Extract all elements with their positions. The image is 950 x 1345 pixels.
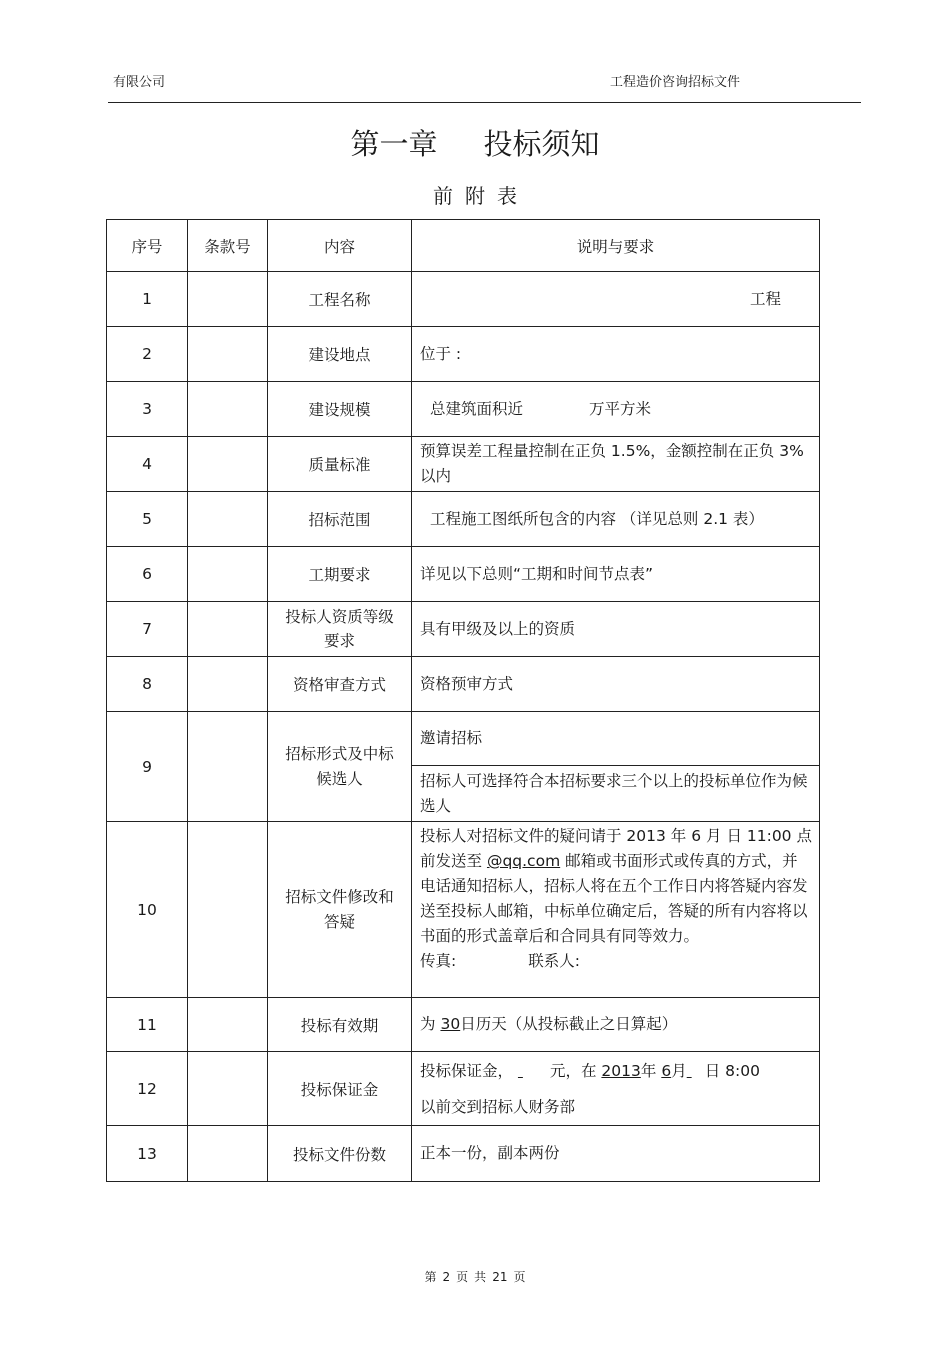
table-row <box>107 998 820 1052</box>
table-row <box>107 272 820 327</box>
row-desc-fax: 传真: <box>420 952 457 970</box>
row-desc-part: 总建筑面积近 <box>430 399 524 418</box>
row-desc: 招标人可选择符合本招标要求三个以上的投标单位作为候选人 <box>412 766 820 822</box>
row-clause <box>188 272 268 327</box>
row-desc <box>412 382 820 437</box>
row-content: 资格审查方式 <box>268 657 412 712</box>
row-content: 招标文件修改和答疑 <box>268 822 412 998</box>
table-row <box>107 327 820 382</box>
header-divider <box>108 102 861 103</box>
table-row <box>107 547 820 602</box>
row-desc: 资格预审方式 <box>412 657 820 712</box>
row-clause <box>188 382 268 437</box>
row-content: 质量标准 <box>268 437 412 492</box>
row-seq: 13 <box>107 1126 188 1182</box>
row-desc: 工程施工图纸所包含的内容 （详见总则 2.1 表） <box>412 492 820 547</box>
row-desc-part: 投标保证金， <box>420 1061 514 1080</box>
row-seq: 6 <box>107 547 188 602</box>
row-clause <box>188 437 268 492</box>
row-desc-part: 年 <box>640 1061 657 1080</box>
row-desc: 预算误差工程量控制在正负 1.5%，金额控制在正负 3%以内 <box>412 437 820 492</box>
row-desc-year: 2013 <box>601 1061 641 1080</box>
row-clause <box>188 602 268 657</box>
col-header-desc: 说明与要求 <box>412 220 820 272</box>
col-header-seq: 序号 <box>107 220 188 272</box>
row-seq: 2 <box>107 327 188 382</box>
row-clause <box>188 1052 268 1126</box>
row-clause <box>188 492 268 547</box>
row-content: 工程名称 <box>268 272 412 327</box>
row-desc-month: 6 <box>661 1061 672 1080</box>
footer-label: 页 <box>513 1270 526 1284</box>
row-content: 建设规模 <box>268 382 412 437</box>
chapter-number: 第一章 <box>350 127 438 161</box>
footer-label: 页 <box>456 1270 469 1284</box>
row-seq: 1 <box>107 272 188 327</box>
footer-label: 第 <box>424 1270 437 1284</box>
row-content: 建设地点 <box>268 327 412 382</box>
row-clause <box>188 547 268 602</box>
row-desc: 位于 : <box>412 327 820 382</box>
row-desc: 详见以下总则“工期和时间节点表” <box>412 547 820 602</box>
row-desc-days: 30 <box>440 1015 461 1033</box>
row-clause <box>188 657 268 712</box>
row-seq: 10 <box>107 822 188 998</box>
footer-label: 共 <box>474 1270 487 1284</box>
footer-page-number: 2 <box>442 1270 451 1284</box>
table-header-row <box>107 220 820 272</box>
header-company: 有限公司 <box>113 75 166 90</box>
row-clause <box>188 712 268 822</box>
row-clause <box>188 327 268 382</box>
row-seq: 7 <box>107 602 188 657</box>
row-seq: 3 <box>107 382 188 437</box>
row-seq: 5 <box>107 492 188 547</box>
row-content: 投标人资质等级要求 <box>268 602 412 657</box>
table-row <box>107 382 820 437</box>
row-desc <box>412 1052 820 1126</box>
row-desc: 邀请招标 <box>412 712 820 766</box>
row-content: 工期要求 <box>268 547 412 602</box>
row-desc-part: 月 <box>671 1061 687 1080</box>
chapter-heading <box>0 122 950 163</box>
row-seq: 4 <box>107 437 188 492</box>
table-title: 前附表 <box>433 184 529 208</box>
row-desc-part: 万平方米 <box>589 399 652 418</box>
table-row <box>107 492 820 547</box>
row-clause <box>188 998 268 1052</box>
row-content: 投标有效期 <box>268 998 412 1052</box>
row-seq: 11 <box>107 998 188 1052</box>
footer-total-pages: 21 <box>492 1270 508 1284</box>
col-header-content: 内容 <box>268 220 412 272</box>
row-desc <box>412 822 820 998</box>
row-desc: 工程 <box>412 272 820 327</box>
row-desc-part: 日历天（从投标截止之日算起） <box>460 1015 678 1033</box>
row-seq: 9 <box>107 712 188 822</box>
table-row <box>107 1126 820 1182</box>
table-row <box>107 437 820 492</box>
row-clause <box>188 822 268 998</box>
row-content: 投标文件份数 <box>268 1126 412 1182</box>
row-desc-part: 投标人对招标文件的疑问请于 2013 年 6 月 日 11:00 点前发送至 <box>420 827 812 870</box>
table-row <box>107 602 820 657</box>
row-desc: 正本一份，副本两份 <box>412 1126 820 1182</box>
row-desc-contact: 联系人: <box>528 952 580 970</box>
table-row <box>107 1052 820 1126</box>
row-desc: 具有甲级及以上的资质 <box>412 602 820 657</box>
table-row <box>107 657 820 712</box>
row-desc-email: @qq.com <box>486 852 561 870</box>
row-seq: 8 <box>107 657 188 712</box>
col-header-clause: 条款号 <box>188 220 268 272</box>
row-content: 投标保证金 <box>268 1052 412 1126</box>
table-row <box>107 822 820 998</box>
row-content: 招标范围 <box>268 492 412 547</box>
table-row <box>107 712 820 766</box>
row-desc-part: 为 <box>420 1015 436 1033</box>
front-appendix-table <box>106 219 820 1182</box>
row-desc-part: 日 8:00 <box>704 1061 760 1080</box>
row-seq: 12 <box>107 1052 188 1126</box>
row-desc-part: 以前交到招标人财务部 <box>420 1097 576 1116</box>
page-footer <box>0 1268 950 1285</box>
row-desc-part: 邮箱或书面形式或传真的方式，并电话通知招标人，招标人将在五个工作日内将答疑内容发送至投标人邮箱，中标单位确定后，答疑的所有内容将以书面的形式盖章后和合同具有同等效力。 <box>420 852 808 945</box>
header-doc-title: 工程造价咨询招标文件 <box>610 75 741 90</box>
row-content: 招标形式及中标候选人 <box>268 712 412 822</box>
chapter-title: 投标须知 <box>483 127 600 161</box>
row-desc-part: 元，在 <box>549 1061 597 1080</box>
row-clause <box>188 1126 268 1182</box>
row-desc <box>412 998 820 1052</box>
